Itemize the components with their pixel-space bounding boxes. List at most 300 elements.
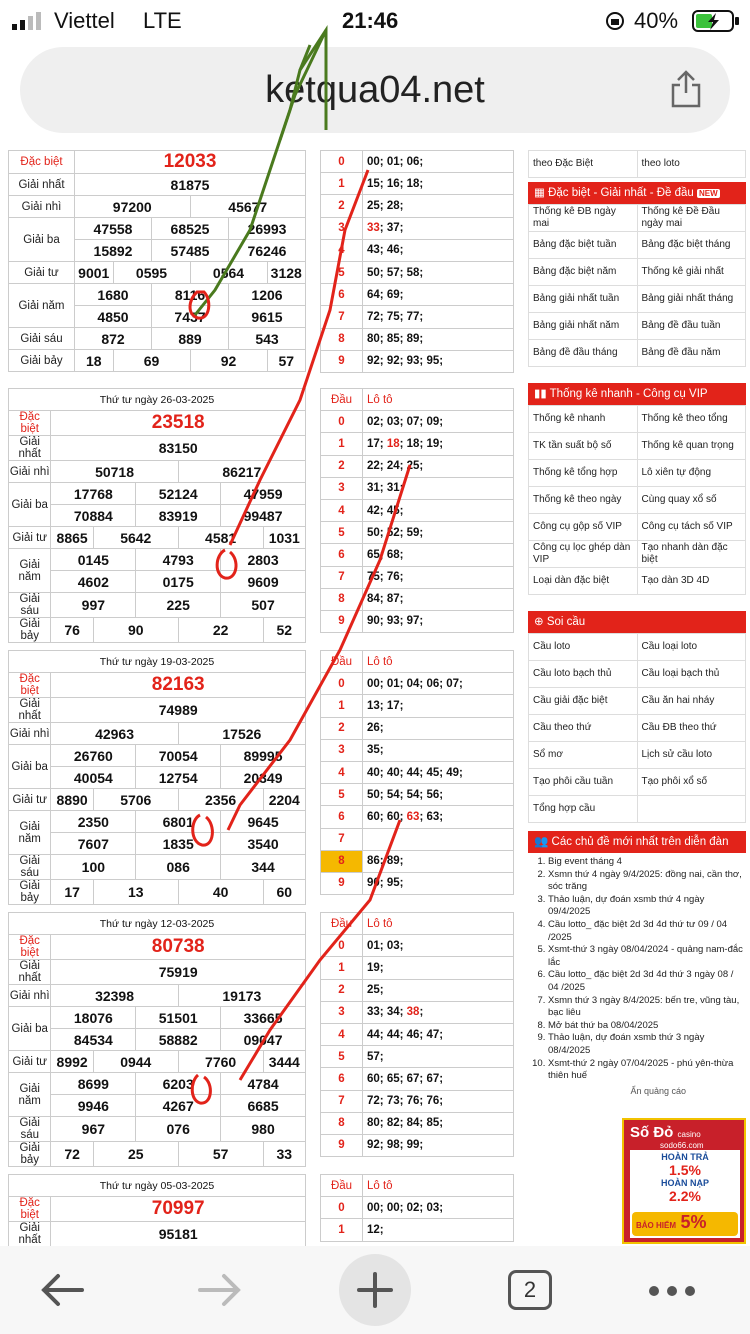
loto-head-digit: 5 <box>321 261 363 283</box>
draw-date: Thứ tư ngày 05-03-2025 <box>9 1175 306 1197</box>
prize-num: 980 <box>221 1117 306 1142</box>
prize-num: 40054 <box>51 767 136 789</box>
loto-values: 92; 98; 99; <box>363 1134 514 1156</box>
loto-row <box>321 284 514 306</box>
loto-values: 33; 34; 38; <box>363 1001 514 1023</box>
sidebar-row <box>529 232 746 259</box>
prize-num: 9609 <box>221 571 306 593</box>
section-title: Các chủ đề mới nhất trên diễn đàn <box>551 836 729 848</box>
prize-num: 0944 <box>93 1051 178 1073</box>
prize-num: 45677 <box>190 196 306 218</box>
sidebar-row <box>529 205 746 232</box>
sidebar-link[interactable]: Công cụ lọc ghép dàn VIP <box>529 541 638 568</box>
loto-values: 90; 95; <box>363 872 514 894</box>
g2-label: Giải nhì <box>9 196 75 218</box>
rotation-lock-icon <box>604 10 626 32</box>
loto-header: Lô tô <box>363 389 514 411</box>
loto-head-digit: 7 <box>321 1090 363 1112</box>
g3-label: Giải ba <box>9 483 51 527</box>
loto-row <box>321 1068 514 1090</box>
loto-row <box>321 1197 514 1219</box>
g6-label: Giải sáu <box>9 855 51 880</box>
loto-values: 57; <box>363 1046 514 1068</box>
prize-num: 3128 <box>267 262 306 284</box>
prize-num: 2204 <box>263 789 305 811</box>
section-header <box>528 611 746 633</box>
special-prize: 80738 <box>51 935 306 960</box>
loto-header: Lô tô <box>363 913 514 935</box>
g1-label: Giải nhất <box>9 698 51 723</box>
forum-topics <box>530 856 746 1097</box>
first-prize: 81875 <box>75 174 306 196</box>
loto-row <box>321 350 514 372</box>
forum-topic-link[interactable]: 4. Cầu lotto_ đặc biệt 2d 3d 4d thứ tư 09 / 04 /2025 <box>548 919 746 944</box>
url-text[interactable]: ketqua04.net <box>265 69 485 111</box>
loto-head-digit: 1 <box>321 173 363 195</box>
sidebar-row <box>529 286 746 313</box>
sidebar-link[interactable]: Bảng giải nhất tháng <box>637 286 746 313</box>
prize-num: 26760 <box>51 745 136 767</box>
loto-row <box>321 328 514 350</box>
ad-badge: BẢO HIỂM 5% <box>632 1212 738 1236</box>
sidebar-link[interactable]: Thống kê tổng hợp <box>529 460 638 487</box>
loto-row <box>321 806 514 828</box>
loto-values: 15; 16; 18; <box>363 173 514 195</box>
loto-row <box>321 695 514 717</box>
prize-num: 76 <box>51 618 93 643</box>
share-icon[interactable] <box>668 69 704 109</box>
prize-num: 69 <box>113 350 190 372</box>
sidebar-link[interactable]: Cầu loại bạch thủ <box>637 661 746 688</box>
loto-head-digit: 0 <box>321 673 363 695</box>
sidebar-link[interactable]: Bảng đặc biệt tuần <box>529 232 638 259</box>
g4-label: Giải tư <box>9 527 51 549</box>
new-tab-button[interactable] <box>339 1254 411 1326</box>
loto-head-digit: 7 <box>321 566 363 588</box>
loto-head-digit: 5 <box>321 784 363 806</box>
carrier-label: Viettel <box>54 8 115 33</box>
g2-label: Giải nhì <box>9 985 51 1007</box>
sidebar-link[interactable]: Bảng đặc biệt tháng <box>637 232 746 259</box>
loto-row <box>321 872 514 894</box>
sidebar-link[interactable]: Bảng đề đầu tuần <box>637 313 746 340</box>
more-icon[interactable] <box>648 1284 696 1302</box>
g5-label: Giải năm <box>9 1073 51 1117</box>
prize-num: 18 <box>75 350 114 372</box>
prize-num: 52 <box>263 618 305 643</box>
loto-row <box>321 1090 514 1112</box>
prize-num: 32398 <box>51 985 178 1007</box>
prize-num: 57 <box>267 350 306 372</box>
loto-head-digit: 4 <box>321 761 363 783</box>
loto-head-digit: 1 <box>321 1219 363 1241</box>
loto-values: 84; 87; <box>363 588 514 610</box>
sidebar-link[interactable]: Cầu ĐB theo thứ <box>637 715 746 742</box>
loto-head-digit: 2 <box>321 717 363 739</box>
prize-num: 17768 <box>51 483 136 505</box>
loto-row <box>321 195 514 217</box>
loto-head-digit: 0 <box>321 151 363 173</box>
dau-header: Đầu <box>321 1175 363 1197</box>
sidebar-link[interactable]: Thống kê theo tổng <box>637 406 746 433</box>
sidebar-row <box>529 742 746 769</box>
prize-num: 50718 <box>51 461 178 483</box>
sidebar-link[interactable]: Tạo nhanh dàn đặc biệt <box>637 541 746 568</box>
g3-label: Giải ba <box>9 1007 51 1051</box>
loto-row <box>321 1219 514 1241</box>
loto-values: 00; 01; 06; <box>363 151 514 173</box>
prize-num: 42963 <box>51 723 178 745</box>
loto-row <box>321 173 514 195</box>
forum-topic-link[interactable]: 3. Thảo luận, dự đoán xsmb thứ 4 ngày 09/4/2025 <box>548 894 746 919</box>
first-prize: 75919 <box>51 960 306 985</box>
prize-num: 17526 <box>178 723 305 745</box>
sidebar-link[interactable]: Thống kê Đề Đầu ngày mai <box>637 205 746 232</box>
sidebar-link[interactable]: Tổng hợp cầu <box>529 796 638 823</box>
loto-row <box>321 761 514 783</box>
loto-row <box>321 784 514 806</box>
prize-num: 9615 <box>229 306 306 328</box>
g5-label: Giải năm <box>9 549 51 593</box>
sidebar-link[interactable]: Sổ mơ <box>529 742 638 769</box>
result-table <box>8 388 306 643</box>
forum-topic-link[interactable]: 2. Xsmn thứ 4 ngày 9/4/2025: đồng nai, cần thơ, sóc trăng <box>548 869 746 894</box>
sidebar-grid <box>528 150 746 178</box>
sidebar-link[interactable]: Cầu loto <box>529 634 638 661</box>
loto-values: 80; 85; 89; <box>363 328 514 350</box>
sidebar-row <box>529 406 746 433</box>
special-prize: 70997 <box>51 1197 306 1222</box>
special-prize: 12033 <box>75 151 306 174</box>
users-icon: 👥 <box>534 836 552 848</box>
db-label: Đặc biệt <box>9 935 51 960</box>
prize-num: 9645 <box>221 811 306 833</box>
g4-label: Giải tư <box>9 1051 51 1073</box>
loto-row <box>321 935 514 957</box>
back-icon[interactable] <box>38 1270 86 1315</box>
loto-values: 22; 24; 25; <box>363 455 514 477</box>
loto-table <box>320 388 514 633</box>
g7-label: Giải bảy <box>9 618 51 643</box>
g1-label: Giải nhất <box>9 174 75 196</box>
g6-label: Giải sáu <box>9 1117 51 1142</box>
prize-num: 58882 <box>136 1029 221 1051</box>
loto-values: 00; 00; 02; 03; <box>363 1197 514 1219</box>
sidebar-link[interactable]: Lô xiên tự động <box>637 460 746 487</box>
g2-label: Giải nhì <box>9 461 51 483</box>
loto-head-digit: 8 <box>321 1112 363 1134</box>
sidebar-row <box>529 634 746 661</box>
clock: 21:46 <box>342 8 399 33</box>
sidebar-grid <box>528 204 746 367</box>
prize-num: 76246 <box>229 240 306 262</box>
loto-values: 80; 82; 84; 85; <box>363 1112 514 1134</box>
sidebar-link[interactable]: Thống kê theo ngày <box>529 487 638 514</box>
loto-head-digit: 7 <box>321 306 363 328</box>
prize-num: 33 <box>263 1142 305 1167</box>
sidebar-row <box>529 313 746 340</box>
loto-values: 90; 93; 97; <box>363 610 514 632</box>
prize-num: 17 <box>51 880 93 905</box>
loto-row <box>321 499 514 521</box>
g7-label: Giải bảy <box>9 880 51 905</box>
prize-num: 8116 <box>152 284 229 306</box>
loto-values: 13; 17; <box>363 695 514 717</box>
loto-values: 86; 89; <box>363 850 514 872</box>
sidebar <box>528 150 746 853</box>
prize-num: 22 <box>178 618 263 643</box>
prize-num: 225 <box>136 593 221 618</box>
prize-num: 6203 <box>136 1073 221 1095</box>
draw-date: Thứ tư ngày 26-03-2025 <box>9 389 306 411</box>
prize-num: 1206 <box>229 284 306 306</box>
sidebar-row <box>529 769 746 796</box>
loto-head-digit: 4 <box>321 499 363 521</box>
address-bar[interactable] <box>20 47 730 133</box>
loto-values: 50; 52; 59; <box>363 522 514 544</box>
loto-values: 92; 92; 93; 95; <box>363 350 514 372</box>
sidebar-link[interactable]: Loại dàn đặc biệt <box>529 568 638 595</box>
loto-row <box>321 739 514 761</box>
loto-table <box>320 650 514 895</box>
loto-header-row <box>321 1175 514 1197</box>
prize-num: 5642 <box>93 527 178 549</box>
section-header <box>528 831 746 853</box>
loto-row <box>321 306 514 328</box>
sidebar-link[interactable]: Công cụ tách số VIP <box>637 514 746 541</box>
result-table <box>8 912 306 1167</box>
prize-num: 47959 <box>221 483 306 505</box>
sidebar-link[interactable]: Tạo dàn 3D 4D <box>637 568 746 595</box>
sidebar-link[interactable]: Cầu loại loto <box>637 634 746 661</box>
section-header <box>528 383 746 405</box>
loto-values: 19; <box>363 957 514 979</box>
hide-ad-link[interactable]: Ẩn quảng cáo <box>630 1085 686 1096</box>
loto-row <box>321 1134 514 1156</box>
prize-num: 90 <box>93 618 178 643</box>
prize-num: 26993 <box>229 218 306 240</box>
prize-num: 9001 <box>75 262 114 284</box>
sidebar-link[interactable]: Bảng đề đầu năm <box>637 340 746 367</box>
loto-row <box>321 673 514 695</box>
loto-head-digit: 2 <box>321 455 363 477</box>
first-prize: 83150 <box>51 436 306 461</box>
g3-label: Giải ba <box>9 218 75 262</box>
loto-head-digit: 3 <box>321 1001 363 1023</box>
forum-topic-link[interactable]: 5. Xsmt-thứ 3 ngày 08/04/2024 - quảng nam-đắc lắc <box>548 944 746 969</box>
sidebar-link[interactable]: theo Đặc Biệt <box>529 151 638 178</box>
loto-head-digit: 9 <box>321 610 363 632</box>
battery-percent: 40% <box>634 8 679 33</box>
loto-row <box>321 717 514 739</box>
signal-icon <box>12 12 48 30</box>
prize-num: 507 <box>221 593 306 618</box>
sidebar-link[interactable]: Bảng đề đầu tháng <box>529 340 638 367</box>
prize-num: 0595 <box>113 262 190 284</box>
prize-num: 70054 <box>136 745 221 767</box>
sidebar-link[interactable]: Cùng quay xổ số <box>637 487 746 514</box>
sidebar-link[interactable]: Thống kê ĐB ngày mai <box>529 205 638 232</box>
loto-header: Lô tô <box>363 651 514 673</box>
sidebar-link[interactable]: Cầu theo thứ <box>529 715 638 742</box>
sidebar-link[interactable]: Cầu loto bạch thủ <box>529 661 638 688</box>
loto-head-digit: 9 <box>321 872 363 894</box>
ad-banner[interactable] <box>622 1118 746 1244</box>
loto-head-digit: 6 <box>321 806 363 828</box>
prize-num: 7607 <box>51 833 136 855</box>
sidebar-link[interactable]: TK tần suất bộ số <box>529 433 638 460</box>
prize-num: 4267 <box>136 1095 221 1117</box>
loto-values: 64; 69; <box>363 284 514 306</box>
prize-num: 5706 <box>93 789 178 811</box>
dau-header: Đầu <box>321 651 363 673</box>
prize-num: 872 <box>75 328 152 350</box>
prize-num: 8865 <box>51 527 93 549</box>
loto-head-digit: 3 <box>321 477 363 499</box>
sidebar-row <box>529 433 746 460</box>
search-icon: ⊕ <box>534 616 547 628</box>
loto-row <box>321 610 514 632</box>
loto-row <box>321 957 514 979</box>
forum-topic-link[interactable]: 6. Cầu lotto_ đặc biệt 2d 3d 4d thứ 3 ngày 08 / 04 /2025 <box>548 969 746 994</box>
prize-num: 6685 <box>221 1095 306 1117</box>
prize-num: 086 <box>136 855 221 880</box>
section-header <box>528 182 746 204</box>
loto-head-digit: 8 <box>321 588 363 610</box>
result-table <box>8 150 306 372</box>
prize-num: 4850 <box>75 306 152 328</box>
prize-num: 51501 <box>136 1007 221 1029</box>
loto-head-digit: 5 <box>321 522 363 544</box>
prize-num: 4793 <box>136 549 221 571</box>
sidebar-link[interactable]: Thống kê giải nhất <box>637 259 746 286</box>
loto-head-digit: 5 <box>321 1046 363 1068</box>
prize-num: 89995 <box>221 745 306 767</box>
loto-values: 43; 46; <box>363 239 514 261</box>
prize-num: 344 <box>221 855 306 880</box>
sidebar-link[interactable]: Tạo phôi cầu tuần <box>529 769 638 796</box>
loto-row <box>321 477 514 499</box>
sidebar-row <box>529 661 746 688</box>
prize-num: 1835 <box>136 833 221 855</box>
loto-values: 25; <box>363 979 514 1001</box>
new-badge: NEW <box>699 189 718 198</box>
sidebar-link[interactable]: Lịch sử cầu loto <box>637 742 746 769</box>
prize-num: 8992 <box>51 1051 93 1073</box>
prize-num: 0564 <box>190 262 267 284</box>
result-table <box>8 650 306 905</box>
sidebar-link[interactable]: Tạo phôi xổ số <box>637 769 746 796</box>
g1-label: Giải nhất <box>9 960 51 985</box>
prize-num: 9946 <box>51 1095 136 1117</box>
forum-topic-link[interactable]: 8. Mở bát thứ ba 08/04/2025 <box>548 1020 746 1033</box>
loto-values: 60; 60; 63; 63; <box>363 806 514 828</box>
table-icon: ▦ <box>534 187 549 199</box>
loto-head-digit: 7 <box>321 828 363 850</box>
prize-num: 3444 <box>263 1051 305 1073</box>
sidebar-link[interactable]: Thống kê nhanh <box>529 406 638 433</box>
special-prize: 82163 <box>51 673 306 698</box>
loto-row <box>321 411 514 433</box>
special-prize: 23518 <box>51 411 306 436</box>
tabs-button[interactable]: 2 <box>508 1270 552 1310</box>
prize-num: 4581 <box>178 527 263 549</box>
prize-num: 70884 <box>51 505 136 527</box>
db-label: Đặc biệt <box>9 1197 51 1222</box>
loto-head-digit: 1 <box>321 957 363 979</box>
loto-values: 44; 44; 46; 47; <box>363 1023 514 1045</box>
dau-header: Đầu <box>321 389 363 411</box>
sidebar-row <box>529 487 746 514</box>
g1-label: Giải nhất <box>9 436 51 461</box>
loto-values: 00; 01; 04; 06; 07; <box>363 673 514 695</box>
ad-body <box>630 1150 740 1238</box>
loto-head-digit: 0 <box>321 1197 363 1219</box>
sidebar-link[interactable]: Bảng giải nhất năm <box>529 313 638 340</box>
forum-topic-link[interactable]: 7. Xsmn thứ 3 ngày 8/4/2025: bến tre, vũng tàu, bạc liêu <box>548 995 746 1020</box>
loto-row <box>321 433 514 455</box>
forum-topic-link[interactable]: 1. Big event tháng 4 <box>548 856 746 869</box>
loto-values <box>363 828 514 850</box>
sidebar-link[interactable]: Cầu giải đặc biệt <box>529 688 638 715</box>
prize-num: 4602 <box>51 571 136 593</box>
sidebar-link[interactable]: Bảng giải nhất tuần <box>529 286 638 313</box>
loto-row <box>321 1046 514 1068</box>
loto-head-digit: 8 <box>321 328 363 350</box>
sidebar-link[interactable]: Bảng đặc biệt năm <box>529 259 638 286</box>
forward-icon[interactable] <box>196 1270 244 1315</box>
sidebar-link[interactable]: Cầu ăn hai nháy <box>637 688 746 715</box>
loto-head-digit: 6 <box>321 284 363 306</box>
status-bar <box>0 0 750 42</box>
first-prize: 74989 <box>51 698 306 723</box>
sidebar-row <box>529 541 746 568</box>
g4-label: Giải tư <box>9 262 75 284</box>
prize-num: 889 <box>152 328 229 350</box>
draw-date: Thứ tư ngày 12-03-2025 <box>9 913 306 935</box>
loto-head-digit: 2 <box>321 979 363 1001</box>
sidebar-link[interactable]: theo loto <box>637 151 746 178</box>
loto-head-digit: 4 <box>321 239 363 261</box>
loto-row <box>321 1023 514 1045</box>
draw-date: Thứ tư ngày 19-03-2025 <box>9 651 306 673</box>
sidebar-link[interactable]: Công cụ gộp số VIP <box>529 514 638 541</box>
db-label: Đặc biệt <box>9 673 51 698</box>
loto-table <box>320 1174 514 1242</box>
loto-head-digit: 0 <box>321 935 363 957</box>
loto-head-digit: 2 <box>321 195 363 217</box>
g1-label: Giải nhất <box>9 1222 51 1247</box>
loto-row <box>321 1112 514 1134</box>
loto-row <box>321 566 514 588</box>
forum-topic-link[interactable]: 9. Thảo luận, dự đoán xsmb thứ 3 ngày 08/4/2025 <box>548 1032 746 1057</box>
loto-header: Lô tô <box>363 1175 514 1197</box>
prize-num: 92 <box>190 350 267 372</box>
loto-values: 50; 54; 54; 56; <box>363 784 514 806</box>
loto-head-digit: 6 <box>321 1068 363 1090</box>
forum-topic-link[interactable]: 10. Xsmt-thứ 2 ngày 07/04/2025 - phú yên-thừa thiên huế <box>548 1058 746 1083</box>
prize-num: 2350 <box>51 811 136 833</box>
ad-site: sodo66.com <box>660 1141 704 1150</box>
sidebar-link[interactable]: Thống kê quan trọng <box>637 433 746 460</box>
loto-values: 33; 37; <box>363 217 514 239</box>
loto-row <box>321 544 514 566</box>
prize-num: 57 <box>178 1142 263 1167</box>
loto-row <box>321 828 514 850</box>
loto-row <box>321 151 514 173</box>
battery-icon <box>692 9 742 33</box>
loto-values: 72; 73; 76; 76; <box>363 1090 514 1112</box>
